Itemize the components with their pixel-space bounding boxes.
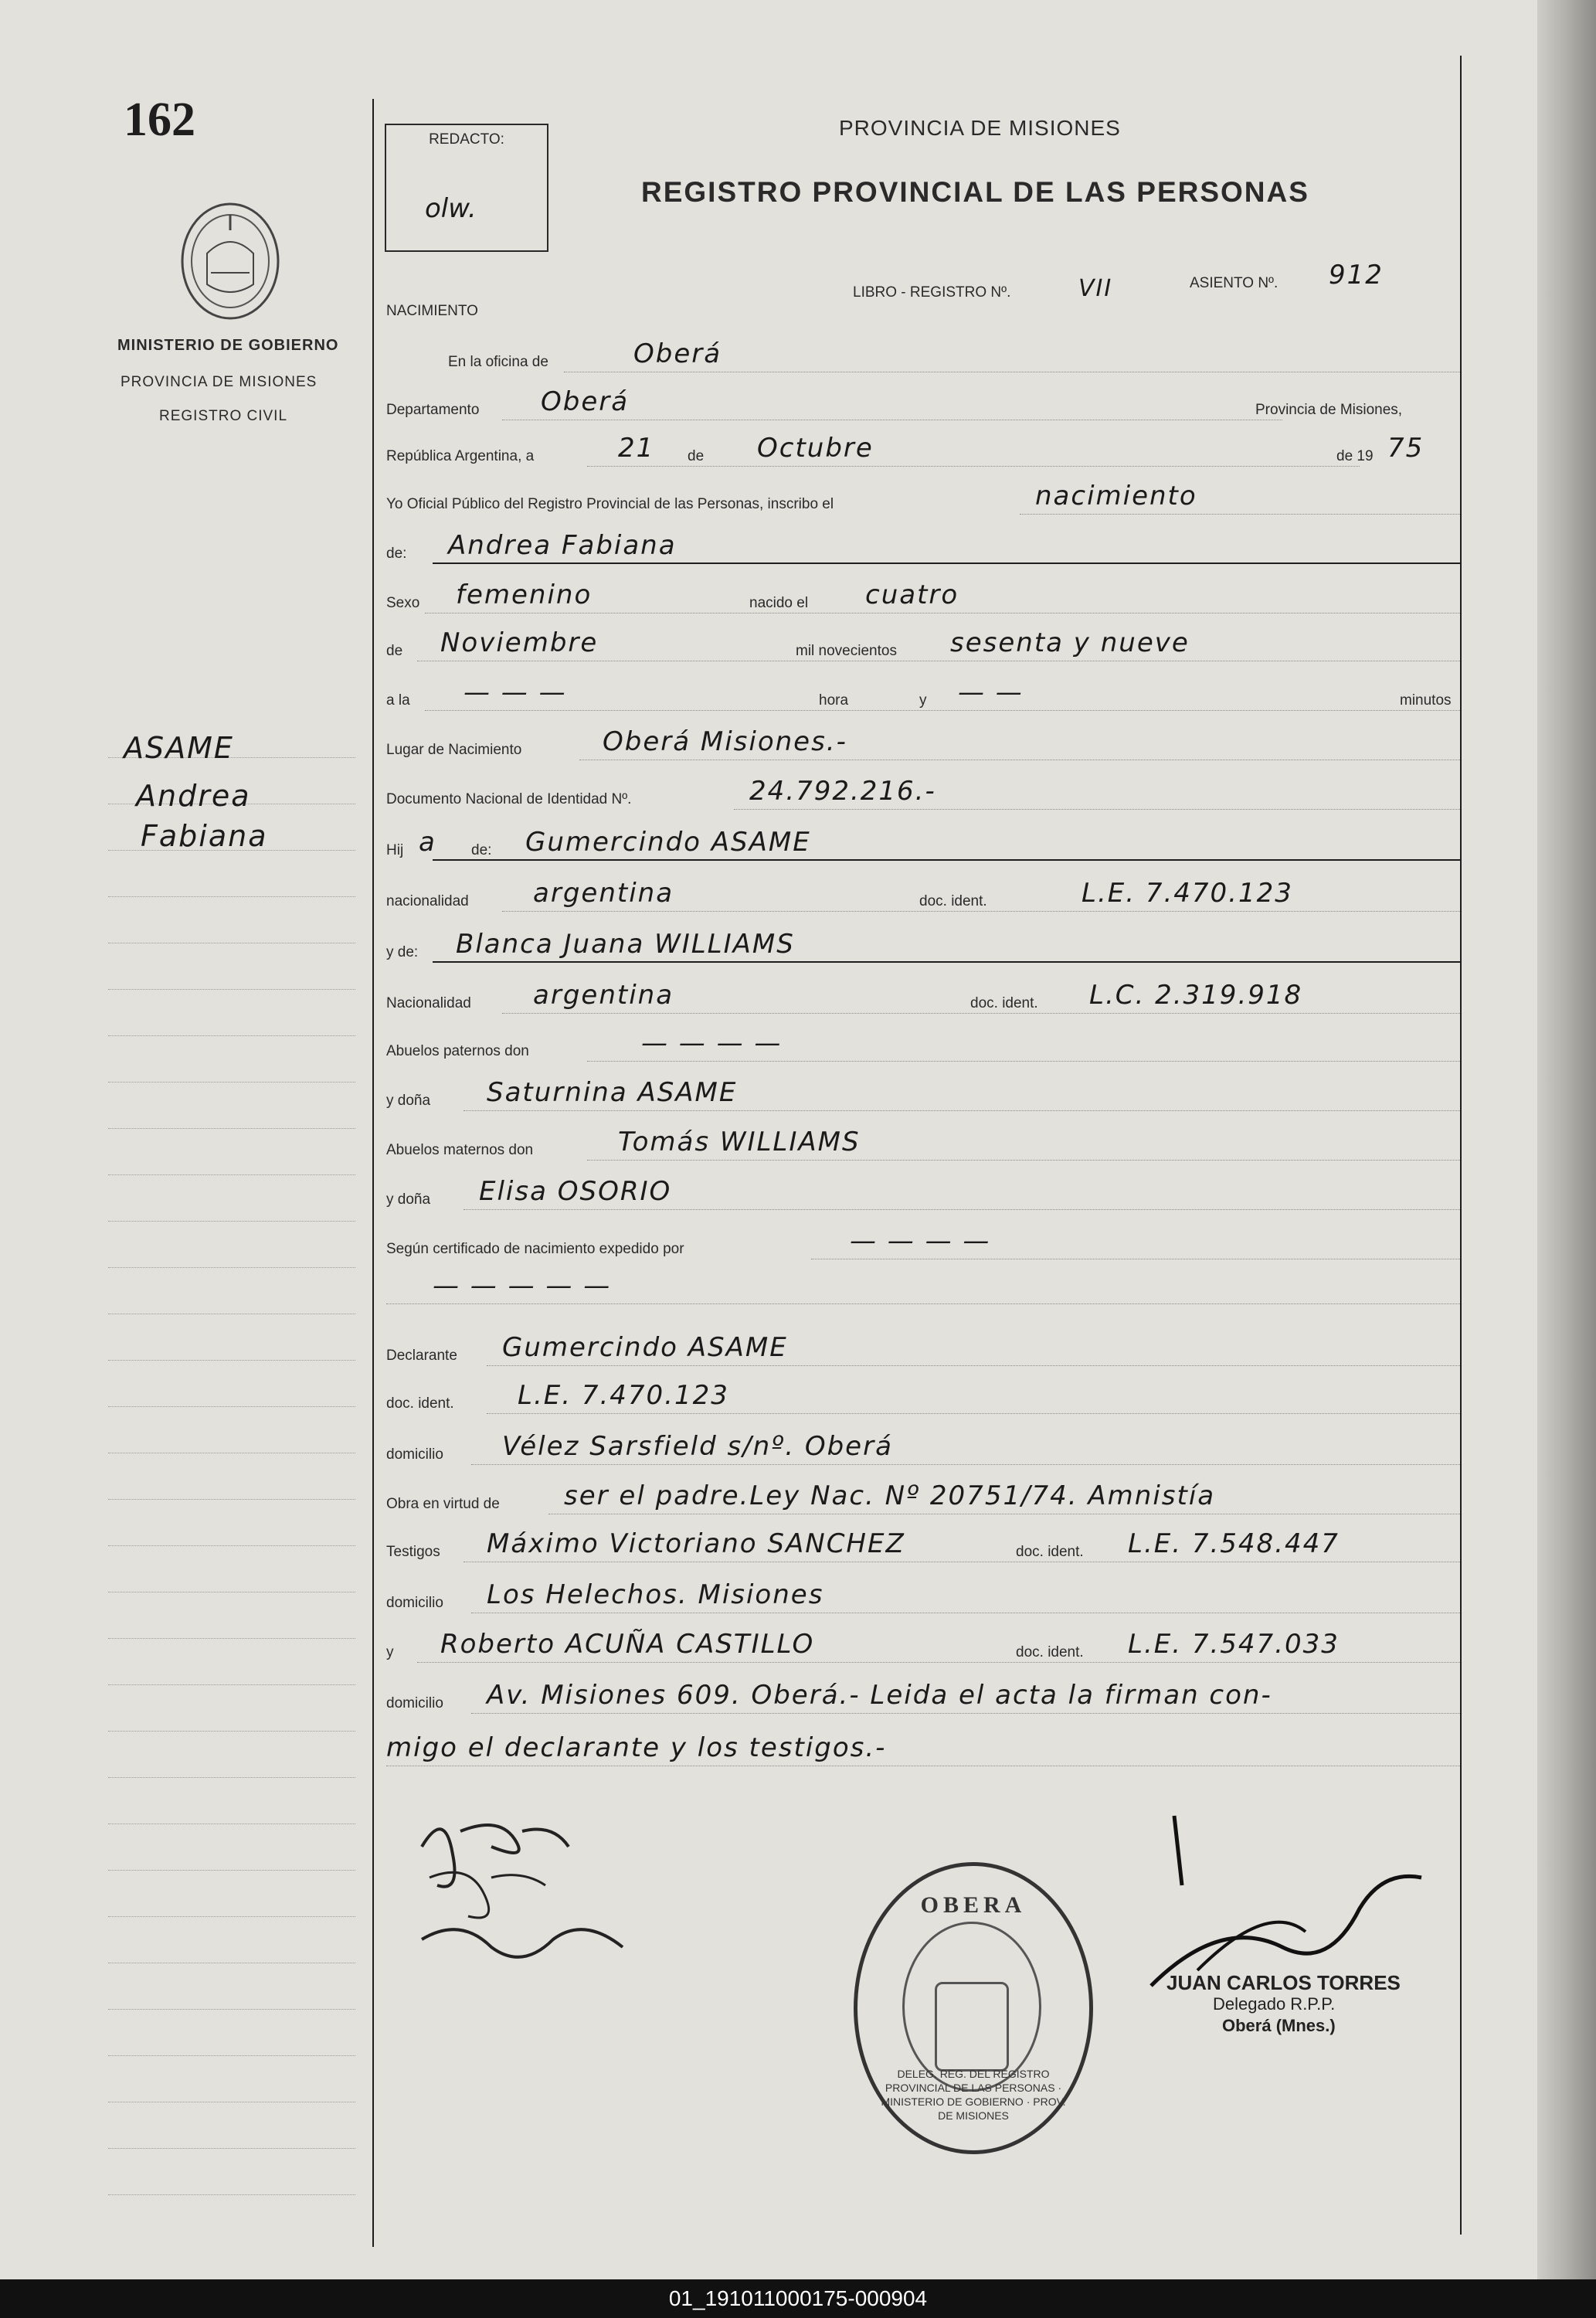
father-doc: L.E. 7.470.123 bbox=[1082, 878, 1293, 909]
yde-label: y de: bbox=[386, 944, 419, 960]
dotted-line bbox=[464, 1110, 1460, 1111]
dotted-line bbox=[425, 710, 1460, 711]
image-id-footer: 01_191011000175-000904 bbox=[0, 2279, 1596, 2318]
form-row bbox=[386, 1168, 1464, 1213]
form-row bbox=[386, 669, 1464, 714]
declarant-signatures bbox=[399, 1800, 692, 1986]
page-number: 162 bbox=[124, 93, 195, 146]
seal-crest-icon bbox=[935, 1982, 1009, 2072]
domicilio3-label: domicilio bbox=[386, 1695, 443, 1711]
margin-rule bbox=[108, 896, 355, 897]
asiento-label: ASIENTO Nº. bbox=[1190, 275, 1278, 291]
margin-rule bbox=[108, 989, 355, 990]
form-row bbox=[386, 572, 1464, 617]
year-value: 75 bbox=[1387, 433, 1425, 464]
redacto-box bbox=[385, 124, 548, 252]
departamento-value: Oberá bbox=[541, 386, 630, 417]
margin-rule bbox=[108, 2194, 355, 2195]
form-row bbox=[386, 1324, 1464, 1369]
margin-rule bbox=[108, 1360, 355, 1361]
day-value: 21 bbox=[618, 433, 655, 464]
form-row bbox=[386, 473, 1464, 518]
domicilio2-label: domicilio bbox=[386, 1595, 443, 1611]
ministry-line3: REGISTRO CIVIL bbox=[159, 408, 288, 424]
docid2-label: doc. ident. bbox=[970, 995, 1038, 1011]
margin-rule bbox=[108, 1035, 355, 1036]
sex-value: femenino bbox=[456, 580, 593, 610]
coat-of-arms-icon bbox=[176, 199, 284, 323]
paternal-grandmother: Saturnina ASAME bbox=[487, 1077, 738, 1108]
mother-name: Blanca Juana WILLIAMS bbox=[456, 929, 795, 960]
father-nationality: argentina bbox=[533, 878, 674, 909]
dotted-line bbox=[417, 1662, 1460, 1663]
delegate-stamp bbox=[1166, 1972, 1401, 2037]
docid5-label: doc. ident. bbox=[1016, 1644, 1084, 1660]
seal-town: OBERA bbox=[920, 1892, 1027, 1918]
margin-rule bbox=[108, 1777, 355, 1778]
mil-label: mil novecientos bbox=[796, 643, 897, 659]
dni-label: Documento Nacional de Identidad Nº. bbox=[386, 791, 632, 807]
witness2-address: Av. Misiones 609. Oberá.- Leida el acta la firman con- bbox=[487, 1680, 1272, 1711]
hij-label: Hij bbox=[386, 842, 404, 858]
libro-label: LIBRO - REGISTRO Nº. bbox=[853, 284, 1011, 301]
closing-text: migo el declarante y los testigos.- bbox=[386, 1732, 887, 1763]
domicilio-label: domicilio bbox=[386, 1446, 443, 1463]
margin-rule bbox=[108, 1174, 355, 1175]
witness1-doc: L.E. 7.548.447 bbox=[1128, 1528, 1340, 1559]
nacido-label: nacido el bbox=[749, 595, 809, 611]
witness2-doc: L.E. 7.547.033 bbox=[1128, 1629, 1340, 1660]
y2-label: y bbox=[386, 1644, 394, 1660]
witness2-name: Roberto ACUÑA CASTILLO bbox=[440, 1629, 815, 1660]
dotted-line bbox=[464, 1209, 1460, 1210]
asiento-value: 912 bbox=[1329, 260, 1384, 291]
nacionalidad-label: nacionalidad bbox=[386, 893, 469, 909]
birth-year-value: sesenta y nueve bbox=[950, 627, 1190, 658]
margin-rule bbox=[108, 1870, 355, 1871]
margin-note-surname: ASAME bbox=[124, 731, 234, 765]
de2-label: de bbox=[386, 643, 403, 659]
departamento-label: Departamento bbox=[386, 402, 480, 418]
ala-label: a la bbox=[386, 692, 410, 709]
cert-dash: — — — — bbox=[850, 1225, 991, 1256]
paternal-grandfather: — — — — bbox=[641, 1028, 783, 1059]
hij-de-label: de: bbox=[471, 842, 492, 858]
margin-rule bbox=[108, 1499, 355, 1500]
left-vertical-rule bbox=[372, 99, 374, 2247]
form-row bbox=[386, 921, 1464, 966]
form-row bbox=[386, 620, 1464, 664]
delegate-name: JUAN CARLOS TORRES bbox=[1166, 1971, 1401, 1994]
cert-label: Según certificado de nacimiento expedido por bbox=[386, 1241, 684, 1257]
act-value: nacimiento bbox=[1035, 481, 1197, 512]
mother-doc: L.C. 2.319.918 bbox=[1089, 980, 1303, 1011]
dotted-line bbox=[587, 1061, 1460, 1062]
dotted-line bbox=[502, 911, 1460, 912]
margin-rule bbox=[108, 2148, 355, 2149]
form-row bbox=[386, 972, 1464, 1017]
dotted-line bbox=[587, 466, 1360, 467]
seal-ring-text: DELEG. REG. DEL REGISTRO PROVINCIAL DE LAS PERSONAS · MINISTERIO DE GOBIERNO · PROV. DE MISIONES bbox=[881, 2068, 1066, 2122]
father-name: Gumercindo ASAME bbox=[525, 827, 811, 858]
form-row bbox=[386, 768, 1464, 813]
birth-month-value: Noviembre bbox=[440, 627, 599, 658]
form-row bbox=[386, 1473, 1464, 1518]
ministry-line2: PROVINCIA DE MISIONES bbox=[121, 374, 318, 390]
provincia-label: Provincia de Misiones, bbox=[1255, 402, 1403, 418]
month-value: Octubre bbox=[757, 433, 874, 464]
dotted-line bbox=[471, 1464, 1460, 1465]
underline bbox=[433, 563, 1460, 564]
margin-rule bbox=[108, 2055, 355, 2056]
declarante-label: Declarante bbox=[386, 1348, 457, 1364]
docid3-label: doc. ident. bbox=[386, 1395, 454, 1412]
maternal-grandfather: Tomás WILLIAMS bbox=[618, 1127, 861, 1157]
form-row bbox=[386, 1119, 1464, 1164]
nacionalidad2-label: Nacionalidad bbox=[386, 995, 471, 1011]
form-row bbox=[386, 819, 1464, 864]
margin-rule bbox=[108, 1731, 355, 1732]
birthplace-value: Oberá Misiones.- bbox=[603, 726, 847, 757]
declarant-doc: L.E. 7.470.123 bbox=[518, 1380, 729, 1411]
form-row bbox=[386, 1521, 1464, 1565]
republica-label: República Argentina, a bbox=[386, 448, 535, 464]
margin-note-name1: Andrea bbox=[136, 779, 251, 813]
maternal-grandmother: Elisa OSORIO bbox=[479, 1176, 672, 1207]
underline bbox=[433, 859, 1460, 861]
year-label: de 19 bbox=[1336, 448, 1374, 464]
sexo-label: Sexo bbox=[386, 595, 420, 611]
de-label: de bbox=[688, 448, 705, 464]
cert-dash2: — — — — — bbox=[433, 1270, 612, 1301]
dni-value: 24.792.216.- bbox=[749, 776, 936, 807]
form-row bbox=[386, 522, 1464, 567]
hora-label: hora bbox=[819, 692, 849, 709]
ydona-label: y doña bbox=[386, 1093, 431, 1109]
witness1-name: Máximo Victoriano SANCHEZ bbox=[487, 1528, 905, 1559]
lugar-label: Lugar de Nacimiento bbox=[386, 742, 522, 758]
dotted-line bbox=[587, 1160, 1460, 1161]
dotted-line bbox=[386, 1303, 1460, 1304]
de-nombre-label: de: bbox=[386, 546, 407, 562]
form-row bbox=[386, 1069, 1464, 1114]
witness1-address: Los Helechos. Misiones bbox=[487, 1579, 824, 1610]
dotted-line bbox=[471, 1713, 1460, 1714]
dotted-line bbox=[487, 1365, 1460, 1366]
dotted-line bbox=[1020, 514, 1460, 515]
margin-note-name2: Fabiana bbox=[141, 819, 268, 853]
province-heading: PROVINCIA DE MISIONES bbox=[839, 116, 1121, 140]
testigos-label: Testigos bbox=[386, 1544, 440, 1560]
obra-label: Obra en virtud de bbox=[386, 1496, 500, 1512]
margin-rule bbox=[108, 1082, 355, 1083]
ydona2-label: y doña bbox=[386, 1191, 431, 1208]
abuelos-maternos-label: Abuelos maternos don bbox=[386, 1142, 534, 1158]
form-row bbox=[386, 1621, 1464, 1666]
child-name: Andrea Fabiana bbox=[448, 530, 677, 561]
oficial-label: Yo Oficial Público del Registro Provincial de las Personas, inscribo el bbox=[386, 496, 834, 512]
redacto-value: olw. bbox=[425, 193, 477, 224]
redacto-label: REDACTO: bbox=[429, 131, 504, 148]
docid4-label: doc. ident. bbox=[1016, 1544, 1084, 1560]
mother-nationality: argentina bbox=[533, 980, 674, 1011]
form-row bbox=[386, 719, 1464, 763]
margin-rule bbox=[108, 1267, 355, 1268]
dotted-line bbox=[734, 809, 1460, 810]
minute-dash: — — bbox=[958, 677, 1024, 708]
oficina-label: En la oficina de bbox=[448, 354, 548, 370]
delegate-place: Oberá (Mnes.) bbox=[1222, 2016, 1336, 2035]
abuelos-paternos-label: Abuelos paternos don bbox=[386, 1043, 529, 1059]
form-row bbox=[386, 1725, 1464, 1769]
margin-rule bbox=[108, 1406, 355, 1407]
form-row bbox=[386, 870, 1464, 915]
declarant-address: Vélez Sarsfield s/nº. Oberá bbox=[502, 1431, 893, 1462]
margin-rule bbox=[108, 1916, 355, 1917]
form-row bbox=[386, 331, 1464, 376]
form-row bbox=[386, 1572, 1464, 1616]
hour-dash: — — — bbox=[464, 677, 567, 708]
underline bbox=[433, 961, 1460, 963]
oficina-value: Oberá bbox=[633, 338, 722, 369]
form-row bbox=[386, 425, 1464, 470]
act-type: NACIMIENTO bbox=[386, 303, 478, 319]
obra-value: ser el padre.Ley Nac. Nº 20751/74. Amnistía bbox=[564, 1480, 1216, 1511]
form-row bbox=[386, 379, 1464, 423]
birth-day-value: cuatro bbox=[865, 580, 959, 610]
form-row bbox=[386, 1020, 1464, 1065]
form-row bbox=[386, 1372, 1464, 1417]
form-row bbox=[386, 1218, 1464, 1263]
docid-label: doc. ident. bbox=[919, 893, 987, 909]
registry-heading: REGISTRO PROVINCIAL DE LAS PERSONAS bbox=[641, 176, 1309, 208]
margin-rule bbox=[108, 1638, 355, 1639]
margin-rule bbox=[108, 1684, 355, 1685]
margin-rule bbox=[108, 1128, 355, 1129]
margin-rule bbox=[108, 1221, 355, 1222]
delegate-title: Delegado R.P.P. bbox=[1213, 1994, 1336, 2014]
margin-rule bbox=[108, 1545, 355, 1546]
ministry-line1: MINISTERIO DE GOBIERNO bbox=[117, 337, 339, 354]
y-label: y bbox=[919, 692, 927, 709]
registry-seal bbox=[854, 1862, 1093, 2154]
dotted-line bbox=[502, 1013, 1460, 1014]
declarant-name: Gumercindo ASAME bbox=[502, 1332, 788, 1363]
book-spine bbox=[1537, 0, 1596, 2279]
libro-value: VII bbox=[1078, 275, 1113, 302]
dotted-line bbox=[487, 1413, 1460, 1414]
form-row bbox=[386, 1423, 1464, 1468]
form-row bbox=[386, 1263, 1464, 1307]
hij-suffix: a bbox=[419, 827, 436, 858]
margin-rule bbox=[108, 1823, 355, 1824]
minutos-label: minutos bbox=[1400, 692, 1452, 709]
form-row bbox=[386, 1672, 1464, 1717]
margin-rule bbox=[108, 2009, 355, 2010]
